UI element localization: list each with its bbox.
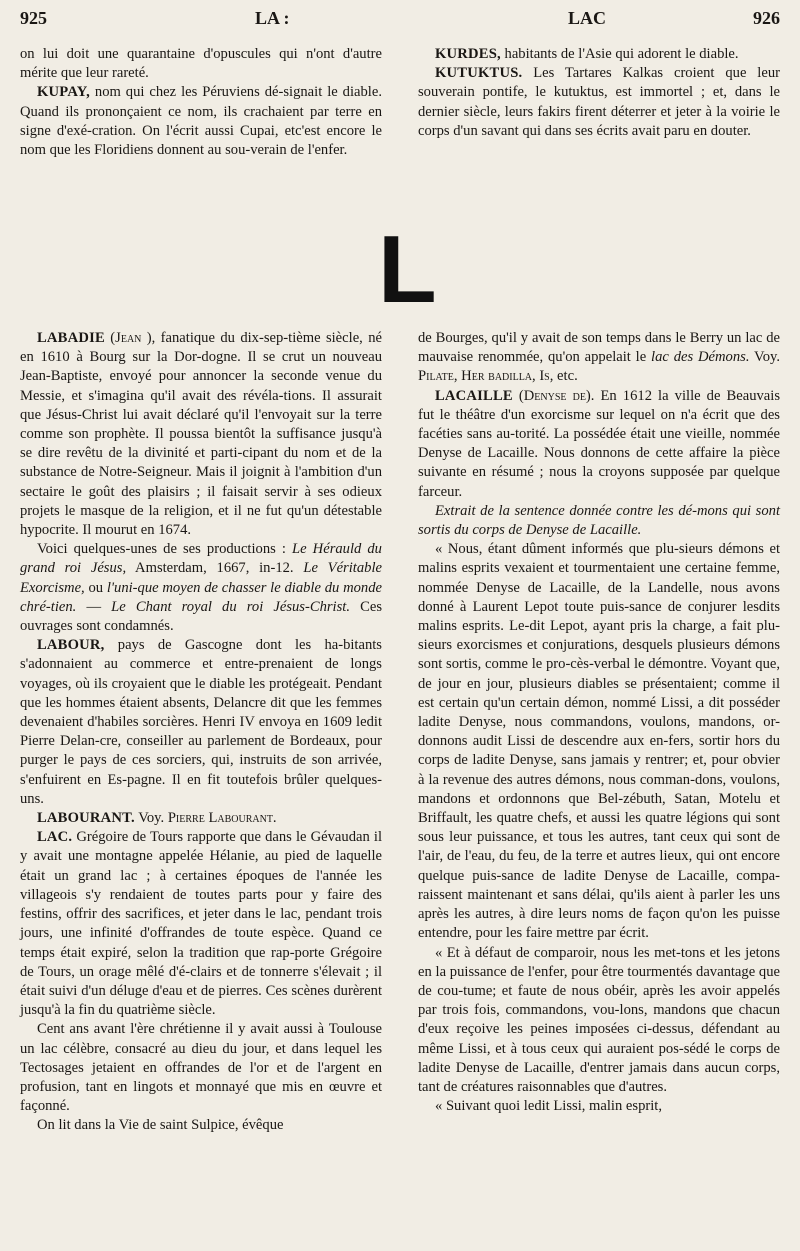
works-intro: Voici quelques-unes de ses productions : [37,541,293,558]
lac-toulouse-paragraph: Cent ans avant l'ère chrétienne il y avait aussi à Toulouse un lac célèbre, consacré au dieu du jour, et dans lequel les Tectosages jetaient en offrandes de l'or et de l'argent en profusion, tant en lingots et monnayé que mis en œuvre et façonné. [20,1021,382,1115]
entry-labour-text: pays de Gascogne dont les ha-bitants s'adonnaient au commerce et entre-prenaient de longs voyages, où ils croyaient que le diable les protégeait. Pendant que les hommes étaient absents, Delancre dit que les femmes devenaient d'habiles sorcières. Henri IV envoya en 1609 ledit Pierre Delan-cre, conseiller au parlement de Bordeaux, pour purger le pays de ces sorciers, qui, instruits de son arrivée, s'enfuirent en Es-pagne. Il en fit toutefois brûler quelques-uns. [20,637,382,807]
headword-labour: LABOUR, [37,637,105,654]
entry-kutuktus [418,64,780,141]
work-title: l'uni-que moyen de chasser le diable du monde chré-tien. [20,579,382,615]
entry-lac [20,828,382,1020]
cross-ref-voy: Voy. [749,349,780,366]
work-details: Amsterdam, 1667, in-12. [126,560,304,577]
work-title: Le Chant royal du roi Jésus-Christ. [111,598,350,615]
sentence-paragraph-2: « Et à défaut de comparoir, nous les met-tons et les jetons en la puissance de l'enfer, pour être tourmentés davantage que de cou-tume; et faute de nous obéir, après les avoir appelés par trois fois, commandons, vou-lons, mandons que chacun d'eux reçoive les peines imposées ci-dessus, défendant au même Lissi, et à tous ceux qui auraient pos-sédé le corps de ladite Denyse de Lacaille, d'entrer jamais dans aucun corps, tant de créatures raisonnables que d'autres. [418,944,780,1095]
entry-kutuktus-text: Les Tartares Kalkas croient que leur souverain pontife, le kutuktus, est immortel ; et, dans le dernier siècle, leurs fakirs firent déterrer et jeter à la voirie le corps d'un savant qui dans ses écrits avait paru en douter. [418,65,780,139]
right-column [418,329,780,1116]
sentence-paragraph-1: « Nous, étant dûment informés que plu-sieurs démons et malins esprits vexaient et tourmentaient une certaine femme, nommée Denyse de Lacaille, de la Landelle, nous avons donné à Laurent Lepot toute puis-sance de conjurer lesdits malins esprits. Le-dit Lepot, ayant pris la charge, a fait plu-sieurs exorcismes et conjurations, desquels plusieurs démons sont sortis, comme le pro-cès-verbal le démontre. Voyant que, de jour en jour, plusieurs diables se présentaient; comme il est certain qu'un certain démon, nommé Lissi, a dit posséder ladite Denyse, nous commandons, voulons, mandons, or-donnons audit Lissi de descendre aux en-fers, sortir hors du corps de ladite Denyse, sans jamais y rentrer; et, pour obvier à la revenue des autres démons, nous comman-dons, voulons, mandons et ordonnons que Bel-zébuth, Satan, Motelu et Briffault, les quatre chefs, et aussi les quatre légions qui sont sous leur puissance, et tous les autres, tant ceux qui sont de l'air, de l'eau, du feu, de la terre et autres lieux, qui ont encore quelque puis-sance de ladite Denyse de Lacaille, compa-raissent maintenant et sans délai, qu'ils aient à parler les uns après les autres, à dire leurs noms de façon qu'on les puisse entendre, pour les faire mettre par écrit. [418,541,780,942]
headword-kutuktus: KUTUKTUS. [435,65,523,82]
running-header [20,8,780,38]
lac-des-demons: lac des Démons. [651,349,750,366]
headword-labourant: LABOURANT. [37,810,135,827]
headword-lac: LAC. [37,829,73,846]
entry-labadie-text: fanatique du dix-sep-tième siècle, né en 1610 à Bourg sur la Dor-dogne. Il se crut un nouveau Jean-Baptiste, envoyé pour annoncer la seconde venue du Messie, et s'imagina qu'il avait des révéla-tions. Il assurait que Jésus-Christ lui avait déclaré qu'il l'envoyait sur la terre comme son prophète. Il poussa bientôt la suffisance jusqu'à se dire revêtu de la divinité et parti-cipant du nom et de la substance de Notre-Seigneur. Mais il joignit à l'ambition d'un sectaire le goût des plaisirs ; il faisait servir à ses odieux projets le masque de la religion, et il ne fut qu'un détestable hypocrite. Il mourut en 1674. [20,330,382,539]
entry-labour [20,636,382,809]
running-title-right: LAC [568,8,607,28]
top-left-column [20,45,382,160]
headword-kupay: KUPAY, [37,84,90,101]
page-number-left: 925 [20,8,47,28]
lac-continuation [418,329,780,387]
lacaille-forename: (Denyse de). [512,387,595,404]
running-title-left: LA : [255,8,290,28]
entry-labadie [20,329,382,540]
headword-labadie: LABADIE [37,330,105,346]
entry-kurdes [418,45,780,64]
labadie-forename: (Jean ), [104,330,156,346]
entry-kurdes-text: habitants de l'Asie qui adorent le diable. [500,46,739,62]
work-title: Le Véritable Exorcisme, [20,560,382,596]
work-connector: — [76,598,112,615]
entry-labourant [20,809,382,828]
entry-lacaille-text: En 1612 la ville de Beauvais fut le théâtre d'un exorcisme sur lequel on n'a écrit que des facéties sans au-torité. La possédée était une vieille, nommée Denyse de Lacaille. Nous donnons de cette affaire la pièce suivante en résumé ; nous la croyons supposée par quelque farceur. [418,387,781,500]
headword-lacaille: LACAILLE [435,387,513,404]
labadie-works [20,540,382,636]
work-title: Le Hérauld du grand roi Jésus, [20,541,382,577]
entry-lacaille [418,387,780,502]
entry-kupay [20,83,382,160]
works-conclusion: Ces ouvrages sont condamnés. [20,598,382,635]
sentence-paragraph-3: « Suivant quoi ledit Lissi, malin esprit, [435,1098,663,1115]
lac-sulpice-paragraph: On lit dans la Vie de saint Sulpice, évêque [37,1117,284,1134]
page-number-right: 926 [753,8,780,28]
cross-ref-voy: Voy. [134,810,168,827]
sentence-extract-title: Extrait de la sentence donnée contre les dé-mons qui sont sortis du corps de Denyse de Lacaille. [418,502,780,539]
cross-ref-etc: etc. [553,368,578,385]
cross-ref-target: Pierre Labourant. [167,810,277,827]
section-letter: L [378,216,437,323]
left-column [20,329,382,1136]
work-connector: ou [84,579,107,596]
opuscules-continuation: on lui doit une quarantaine d'opuscules qui n'ont d'autre mérite que leur rareté. [20,46,382,82]
top-right-column [418,45,780,141]
entry-lac-text: Grégoire de Tours rapporte que dans le Gévaudan il y avait une montagne appelée Hélanie, au pied de laquelle était un grand lac ; à certaines époques de l'année les villageois s'y rendaient de toutes parts pour y faire des festins, offrir des sacrifices, et jeter dans le lac, pendant trois jours, une infinité d'offrandes de toute espèce. Quand ce temps était expiré, selon la tradition que rap-porte Grégoire de Tours, un orage mêlé d'é-clairs et de tonnerre s'élevait ; il était suivi d'un déluge d'eau et de pierres. Ces scènes durèrent jusqu'à la fin du quatrième siècle. [20,829,382,1019]
headword-kurdes: KURDES, [435,46,501,62]
cross-ref-targets: Pilate, Her badilla, Is, [418,368,554,385]
entry-kupay-text: nom qui chez les Péruviens dé-signait le diable. Quand ils prononçaient ce nom, ils crachaient par terre en signe d'exé-cration. On l'écrit aussi Cupai, etc'est encore le nom que les Floridiens donnent au sou-verain de l'enfer. [20,84,382,159]
bourges-text: de Bourges, qu'il y avait de son temps dans le Berry un lac de mauvaise renommée, qu'on appelait le [418,330,780,366]
